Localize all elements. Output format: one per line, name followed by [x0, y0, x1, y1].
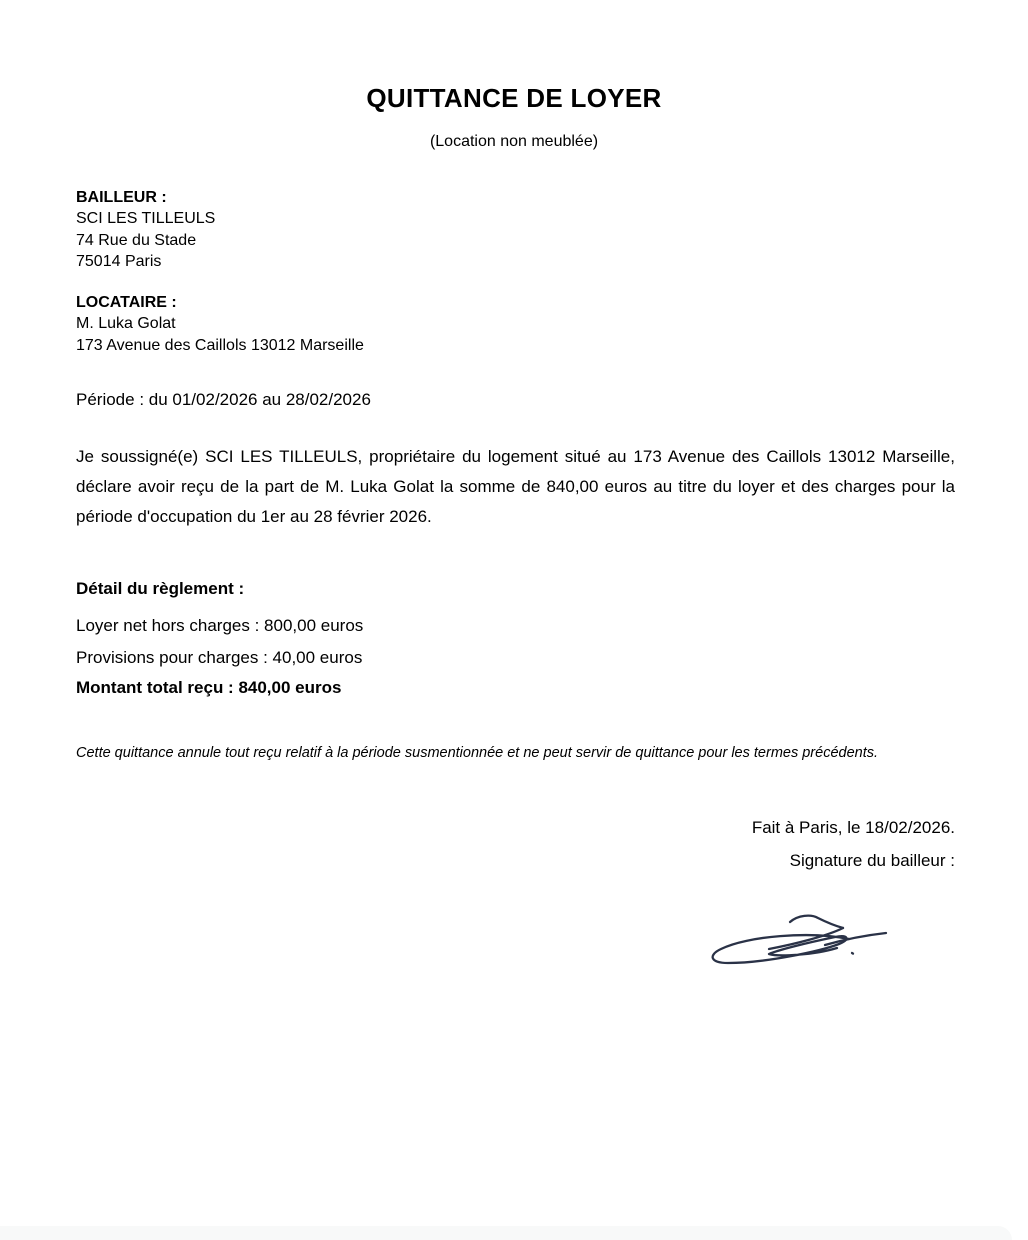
net-rent-line: Loyer net hors charges : 800,00 euros	[76, 616, 364, 635]
tenant-block	[76, 292, 364, 356]
payment-details-heading: Détail du règlement :	[76, 579, 245, 598]
document-title: QUITTANCE DE LOYER	[366, 83, 662, 113]
landlord-signature	[665, 885, 900, 980]
landlord-address-line2: 75014 Paris	[76, 252, 162, 270]
tenant-name: M. Luka Golat	[76, 315, 176, 333]
tenant-label: LOCATAIRE :	[76, 294, 177, 311]
charges-line: Provisions pour charges : 40,00 euros	[76, 648, 363, 667]
document-subtitle: (Location non meublée)	[429, 133, 599, 150]
tenant-address: 173 Avenue des Caillols 13012 Marseille	[76, 336, 364, 354]
landlord-label: BAILLEUR :	[76, 189, 167, 206]
landlord-address-line1: 74 Rue du Stade	[76, 231, 197, 249]
landlord-block	[76, 187, 215, 272]
total-received-line: Montant total reçu : 840,00 euros	[76, 678, 342, 697]
disclaimer-note: Cette quittance annule tout reçu relatif à la période susmentionnée et ne peut servir de quittance pour les termes précédents.	[76, 745, 879, 761]
declaration-paragraph: Je soussigné(e) SCI LES TILLEULS, propriétaire du logement situé au 173 Avenue des Caillols 13012 Marseille, déclare avoir reçu de la part de M. Luka Golat la somme de 840,00 euros au titre du loyer et des charges pour la période d'occupation du 1er au 28 février 2026.	[76, 447, 955, 526]
landlord-name: SCI LES TILLEULS	[76, 210, 216, 228]
signature-scribble-icon	[665, 885, 900, 980]
rental-period-line: Période : du 01/02/2026 au 28/02/2026	[76, 390, 371, 409]
place-and-date-line: Fait à Paris, le 18/02/2026.	[751, 818, 955, 837]
signature-label: Signature du bailleur :	[789, 851, 955, 870]
page-bottom-edge	[0, 1226, 1012, 1240]
